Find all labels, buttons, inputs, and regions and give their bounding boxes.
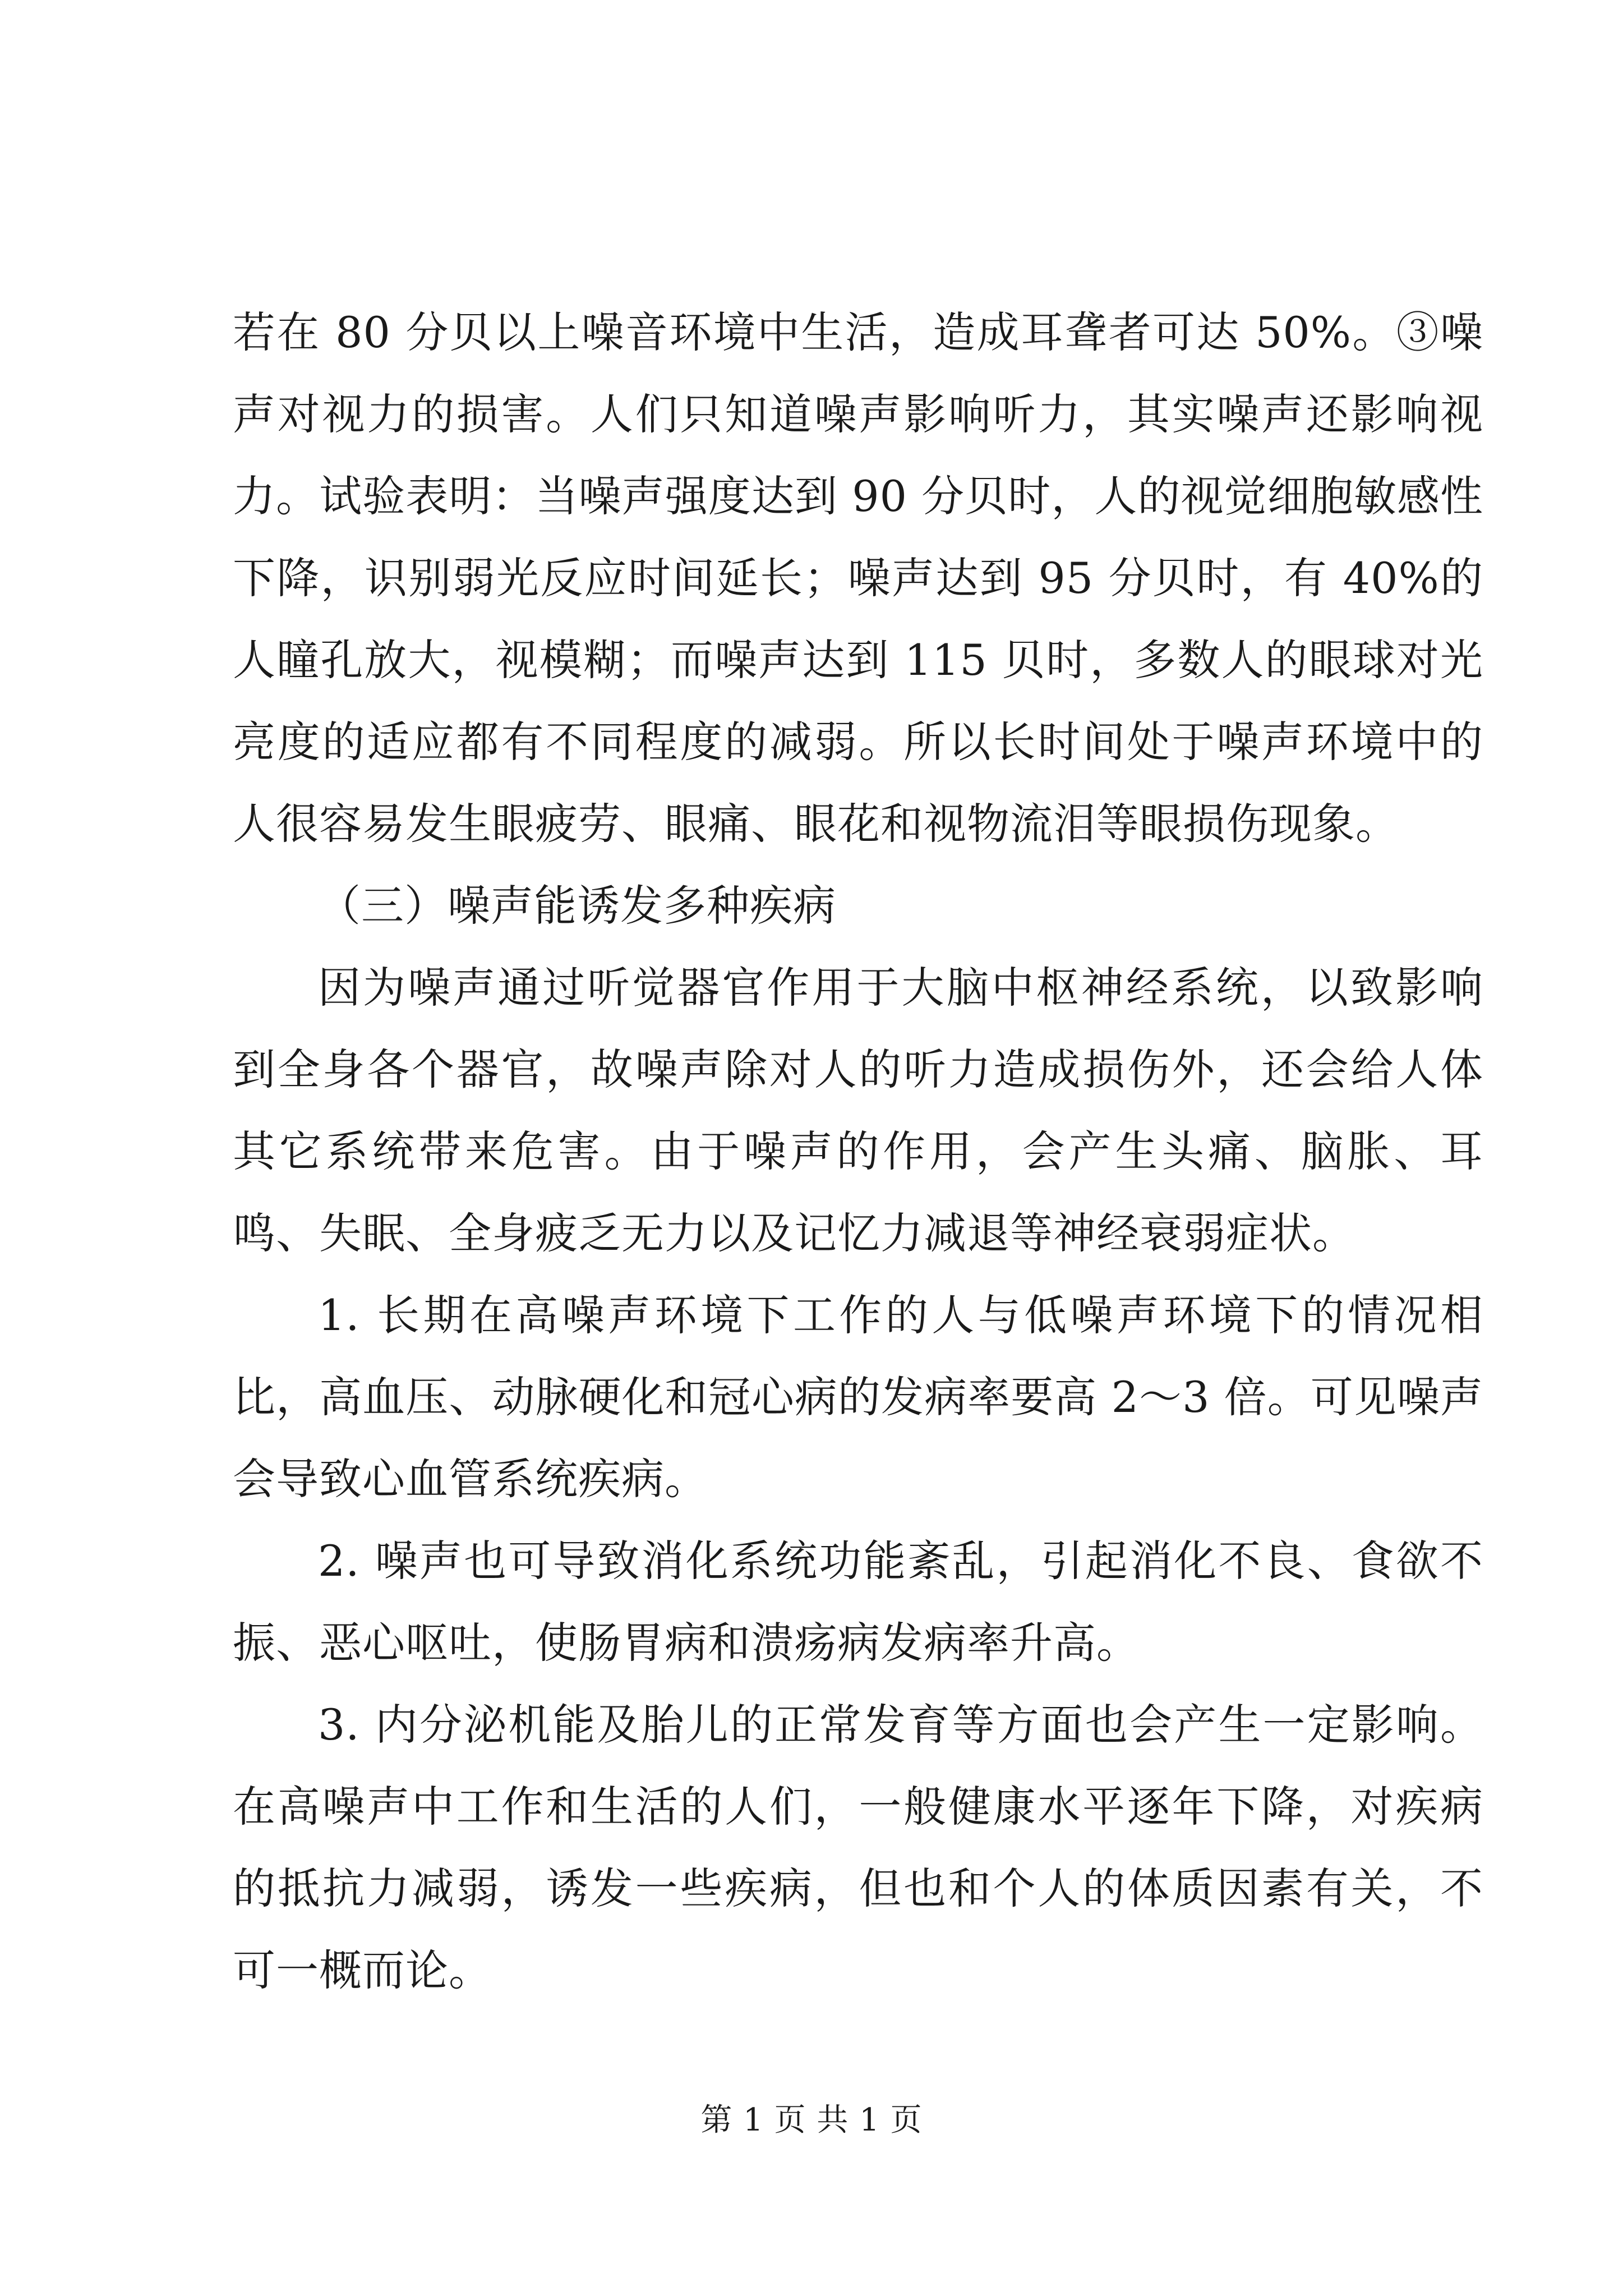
paragraph-endocrine: 3. 内分泌机能及胎儿的正常发育等方面也会产生一定影响。在高噪声中工作和生活的人们，一般健康水平逐年下降，对疾病的抵抗力减弱，诱发一些疾病，但也和个人的体质因素有关，不可一概而论。 — [233, 1700, 1483, 1995]
page-footer: 第 1 页 共 1 页 — [700, 2102, 923, 2138]
section-heading-diseases: （三）噪声能诱发多种疾病 — [318, 881, 836, 931]
paragraph-vision-damage: 若在 80 分贝以上噪音环境中生活，造成耳聋者可达 50%。③噪声对视力的损害。人们只知道噪声影响听力，其实噪声还影响视力。试验表明：当噪声强度达到 90 分贝时，人的视觉细胞敏感性下降，识别弱光反应时间延长；噪声达到 95 分贝时，有 40%的人瞳孔放大，视模糊；而噪声达到 115 贝时，多数人的眼球对光亮度的适应都有不同程度的减弱。所以长时间处于噪声环境中的人很容易发生眼疲劳、眼痛、眼花和视物流泪等眼损伤现象。 — [233, 307, 1483, 849]
paragraph-nervous-system: 因为噪声通过听觉器官作用于大脑中枢神经系统，以致影响到全身各个器官，故噪声除对人的听力造成损伤外，还会给人体其它系统带来危害。由于噪声的作用，会产生头痛、脑胀、耳鸣、失眠、全身疲乏无力以及记忆力减退等神经衰弱症状。 — [233, 963, 1483, 1258]
paragraph-digestive: 2. 噪声也可导致消化系统功能紊乱，引起消化不良、食欲不振、恶心呕吐，使肠胃病和溃疡病发病率升高。 — [233, 1536, 1483, 1668]
document-body — [233, 292, 1483, 2012]
paragraph-cardiovascular: 1. 长期在高噪声环境下工作的人与低噪声环境下的情况相比，高血压、动脉硬化和冠心病的发病率要高 2～3 倍。可见噪声会导致心血管系统疾病。 — [233, 1290, 1483, 1504]
